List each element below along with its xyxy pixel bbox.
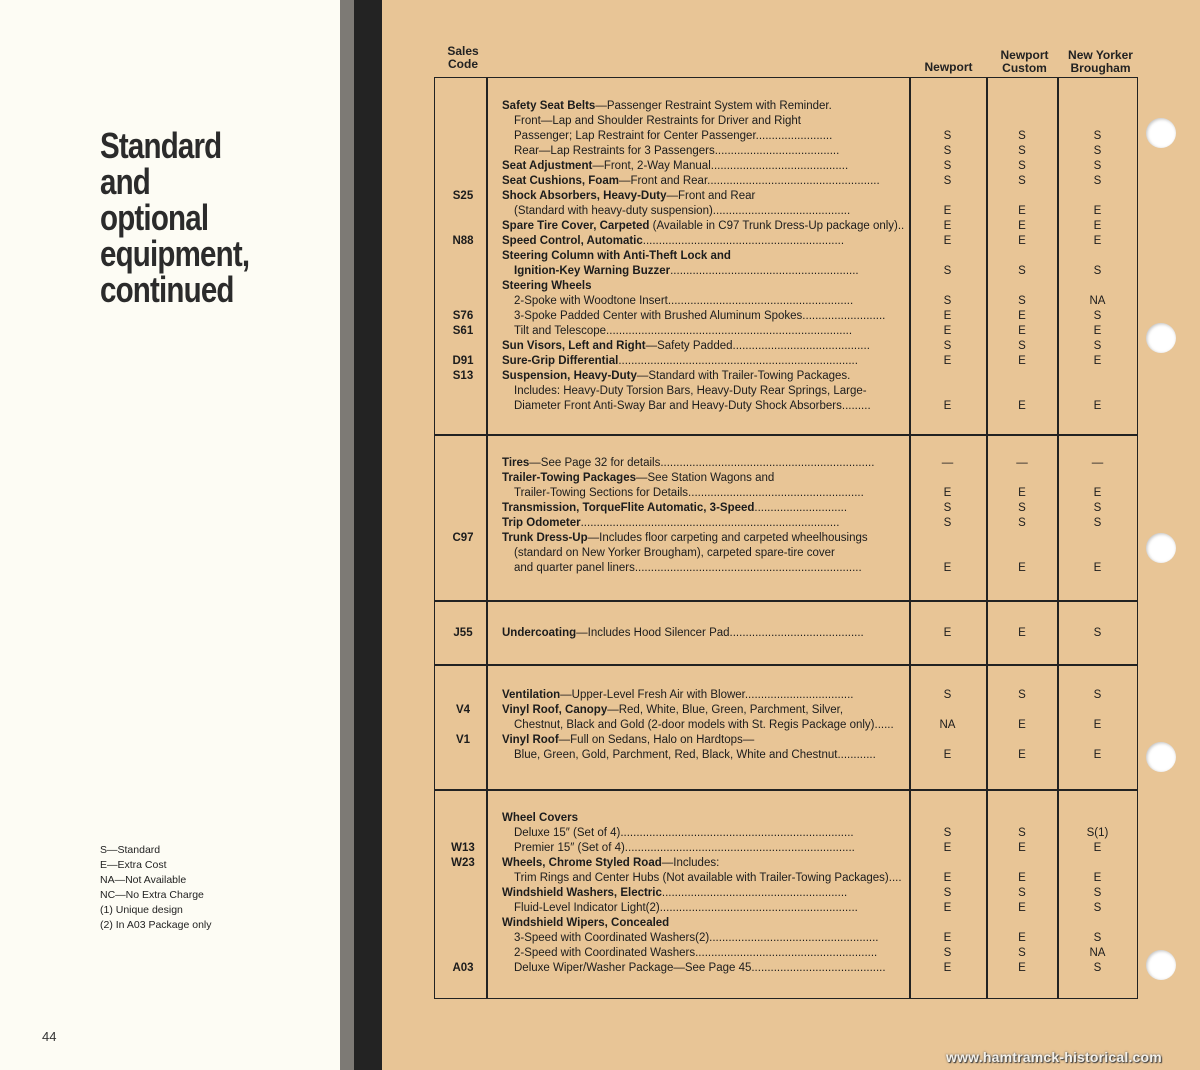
newport-custom-value: E [1018,962,1026,974]
section-divider [434,434,1137,436]
equipment-description [502,189,910,204]
table-row [434,234,1137,249]
newport-value: E [943,872,952,884]
equipment-detail: Trailer-Towing Sections for Details....................................................... [514,487,864,499]
legend-item: NA—Not Available [100,874,187,886]
new-yorker-brougham-value: S [1093,962,1102,974]
legend-item: (1) Unique design [100,904,183,916]
equipment-description [502,324,922,339]
newport-custom-value: E [1018,220,1026,232]
newport-value: S [943,947,952,959]
sales-code-cell: S13 [452,370,474,382]
title-line: Standard [100,125,222,166]
equipment-description [502,626,910,641]
newport-value: — [941,457,954,469]
new-yorker-brougham-value: S [1093,175,1102,187]
newport-custom-value: S [1018,160,1026,172]
newport-custom-value: S [1018,502,1026,514]
equipment-description [502,501,910,516]
title-line: optional [100,197,209,238]
equipment-detail: and quarter panel liners....................................................................... [514,562,862,574]
new-yorker-brougham-value: S [1093,145,1102,157]
equipment-description [502,159,910,174]
table-row [434,871,1137,886]
equipment-name: Windshield Wipers, Concealed [502,917,670,929]
newport-custom-value: S [1018,175,1026,187]
header-new-yorker-brougham: New Yorker Brougham [1068,48,1133,75]
equipment-detail: Chestnut, Black and Gold (2-door models with St. Regis Package only)...... [514,719,894,731]
new-yorker-brougham-value: S [1093,310,1102,322]
sales-code-cell: W13 [451,842,475,854]
new-yorker-brougham-value: E [1093,205,1102,217]
equipment-name: Wheels, Chrome Styled Road [502,857,662,869]
newport-custom-value: E [1018,842,1026,854]
newport-value: E [943,325,952,337]
equipment-name: Trailer-Towing Packages [502,472,637,484]
equipment-detail: ........................................................... [670,265,859,277]
newport-value: S [943,887,952,899]
newport-value: E [943,310,952,322]
newport-custom-value: E [1018,902,1026,914]
newport-value: E [943,400,952,412]
header-newport-custom: Newport Custom [1000,48,1049,75]
equipment-detail: —Passenger Restraint System with Reminder. [595,100,832,112]
newport-value: E [943,487,952,499]
equipment-description [502,886,910,901]
header-newport: Newport [924,60,973,74]
equipment-detail: Deluxe Wiper/Washer Package—See Page 45.......................................... [514,962,886,974]
new-yorker-brougham-value: NA [1089,295,1106,307]
table-row [434,264,1137,279]
newport-value: E [943,562,952,574]
new-yorker-brougham-value: E [1093,842,1102,854]
page-number: 44 [42,1029,57,1044]
equipment-description [502,114,922,129]
newport-value: S [943,340,952,352]
newport-value: E [943,749,952,761]
equipment-description [502,931,922,946]
equipment-name: Trip Odometer [502,517,581,529]
table-row [434,733,1137,748]
new-yorker-brougham-value: S [1093,265,1102,277]
equipment-description [502,339,910,354]
table-row [434,399,1137,414]
page-title [100,125,250,310]
table-row [434,811,1137,826]
watermark: www.hamtramck-historical.com [946,1049,1162,1065]
new-yorker-brougham-value: S [1093,627,1102,639]
equipment-description [502,856,910,871]
equipment-description [502,99,910,114]
equipment-name: Ventilation [502,689,561,701]
sales-code-cell: S25 [452,190,474,202]
left-page [0,0,340,1070]
newport-custom-value: E [1018,872,1026,884]
table-row [434,174,1137,189]
sales-code-cell: S61 [452,325,474,337]
table-row [434,486,1137,501]
newport-value: S [943,175,952,187]
equipment-description [502,733,910,748]
table-row [434,369,1137,384]
equipment-detail: Front—Lap and Shoulder Restraints for Driver and Right [514,115,802,127]
sales-code-cell: W23 [451,857,475,869]
equipment-description [502,546,922,561]
equipment-name: Suspension, Heavy-Duty [502,370,637,382]
newport-value: E [943,842,952,854]
table-row [434,339,1137,354]
equipment-description [502,369,910,384]
equipment-description [502,219,910,234]
section-divider [434,600,1137,602]
newport-custom-value: E [1018,205,1026,217]
equipment-description [502,456,910,471]
newport-custom-value: E [1018,400,1026,412]
table-row [434,916,1137,931]
newport-value: S [943,295,952,307]
table-row [434,703,1137,718]
newport-value: S [943,160,952,172]
equipment-detail: —Includes floor carpeting and carpeted wheelhousings [587,532,868,544]
table-row [434,748,1137,763]
equipment-description [502,234,910,249]
equipment-description [502,174,910,189]
equipment-description [502,249,910,264]
equipment-name: Sun Visors, Left and Right [502,340,646,352]
newport-value: S [943,145,952,157]
new-yorker-brougham-value: E [1093,872,1102,884]
table-row [434,961,1137,976]
title-line: equipment, [100,233,250,274]
newport-custom-value: E [1018,932,1026,944]
new-yorker-brougham-value: E [1093,562,1102,574]
newport-value: E [943,220,952,232]
equipment-detail: Fluid-Level Indicator Light(2).............................................................. [514,902,858,914]
new-yorker-brougham-value: E [1093,400,1102,412]
newport-custom-value: E [1018,749,1026,761]
equipment-detail: (standard on New Yorker Brougham), carpeted spare-tire cover [514,547,835,559]
equipment-detail: ............................. [754,502,848,514]
equipment-description [502,531,910,546]
table-row [434,294,1137,309]
newport-custom-value: S [1018,340,1026,352]
sales-code-cell: N88 [452,235,474,247]
equipment-name: Vinyl Roof, Canopy [502,704,608,716]
binder-hole [1146,742,1176,772]
newport-value: NA [939,719,956,731]
equipment-description [502,718,922,733]
new-yorker-brougham-value: S [1093,340,1102,352]
table-row [434,718,1137,733]
table-row [434,931,1137,946]
equipment-detail: —Front, 2-Way Manual........................................... [592,160,849,172]
table-row [434,309,1137,324]
equipment-description [502,826,922,841]
legend-item: S—Standard [100,844,161,856]
table-row [434,688,1137,703]
equipment-description [502,354,910,369]
newport-value: S [943,517,952,529]
equipment-detail: Premier 15″ (Set of 4)........................................................................ [514,842,855,854]
new-yorker-brougham-value: E [1093,719,1102,731]
table-row [434,99,1137,114]
newport-custom-value: S [1018,887,1026,899]
equipment-description [502,144,922,159]
new-yorker-brougham-value: S [1093,932,1102,944]
sales-code-cell: S76 [452,310,474,322]
sales-code-cell: D91 [452,355,474,367]
equipment-detail: 2-Speed with Coordinated Washers......................................................... [514,947,878,959]
new-yorker-brougham-value: — [1091,457,1104,469]
equipment-description [502,841,922,856]
new-yorker-brougham-value: NA [1089,947,1106,959]
binder-hole [1146,533,1176,563]
newport-custom-value: E [1018,487,1026,499]
table-row [434,354,1137,369]
new-yorker-brougham-value: S [1093,502,1102,514]
equipment-detail: ............................................................... [642,235,845,247]
sales-code-cell: C97 [452,532,474,544]
newport-custom-value: E [1018,355,1026,367]
newport-custom-value: E [1018,235,1026,247]
new-yorker-brougham-value: S(1) [1086,827,1109,839]
table-row [434,204,1137,219]
new-yorker-brougham-value: S [1093,887,1102,899]
newport-value: E [943,932,952,944]
equipment-detail: 2-Spoke with Woodtone Insert.......................................................... [514,295,854,307]
new-yorker-brougham-value: S [1093,689,1102,701]
newport-custom-value: E [1018,562,1026,574]
equipment-detail: —Full on Sedans, Halo on Hardtops— [558,734,755,746]
table-row [434,546,1137,561]
equipment-name: Sure-Grip Differential [502,355,619,367]
sales-code-cell: V1 [455,734,471,746]
table-row [434,144,1137,159]
binder-hole [1146,950,1176,980]
newport-custom-value: S [1018,295,1026,307]
newport-custom-value: E [1018,325,1026,337]
newport-custom-value: S [1018,265,1026,277]
section-divider [434,664,1137,666]
title-line: and [100,161,151,202]
binder-spine [354,0,382,1070]
table-row [434,324,1137,339]
equipment-description [502,703,910,718]
equipment-description [502,471,910,486]
equipment-description [502,309,922,324]
equipment-detail: ................................................................................. [580,517,840,529]
legend [100,843,212,933]
new-yorker-brougham-value: S [1093,160,1102,172]
equipment-detail: Rear—Lap Restraints for 3 Passengers....................................... [514,145,840,157]
newport-value: S [943,130,952,142]
equipment-detail: Diameter Front Anti-Sway Bar and Heavy-Duty Shock Absorbers......... [514,400,871,412]
table-row [434,561,1137,576]
equipment-name: Seat Cushions, Foam [502,175,619,187]
newport-custom-value: S [1018,689,1026,701]
equipment-description [502,384,922,399]
equipment-name: Steering Column with Anti-Theft Lock and [502,250,731,262]
equipment-detail: —Front and Rear [666,190,756,202]
equipment-detail: —Front and Rear...................................................... [618,175,880,187]
equipment-detail: Tilt and Telescope............................................................................. [514,325,853,337]
equipment-description [502,486,922,501]
table-row [434,129,1137,144]
newport-value: S [943,265,952,277]
equipment-name: Transmission, TorqueFlite Automatic, 3-Speed [502,502,755,514]
table-row [434,626,1137,641]
equipment-detail: —Red, White, Blue, Green, Parchment, Silver, [607,704,844,716]
equipment-description [502,279,910,294]
table-row [434,841,1137,856]
equipment-detail: ........................................................................... [618,355,858,367]
table-row [434,531,1137,546]
new-yorker-brougham-value: E [1093,749,1102,761]
newport-custom-value: S [1018,145,1026,157]
equipment-detail: —Includes: [661,857,720,869]
new-yorker-brougham-value: E [1093,220,1102,232]
table-row [434,471,1137,486]
section-divider [434,789,1137,791]
newport-custom-value: S [1018,517,1026,529]
equipment-description [502,264,922,279]
equipment-description [502,561,922,576]
table-row [434,456,1137,471]
equipment-name: Wheel Covers [502,812,579,824]
equipment-name: Ignition-Key Warning Buzzer [514,265,671,277]
equipment-name: Seat Adjustment [502,160,593,172]
header-sales-code: Sales Code [447,44,479,71]
table-row [434,901,1137,916]
equipment-detail: (Available in C97 Trunk Dress-Up package only).. [649,220,905,232]
equipment-description [502,748,922,763]
table-row [434,159,1137,174]
table-row [434,826,1137,841]
table-row [434,189,1137,204]
equipment-description [502,946,922,961]
sales-code-cell: A03 [452,962,474,974]
new-yorker-brougham-value: E [1093,325,1102,337]
legend-item: E—Extra Cost [100,859,167,871]
equipment-name: Steering Wheels [502,280,592,292]
newport-value: S [943,827,952,839]
table-row [434,279,1137,294]
newport-value: E [943,962,952,974]
equipment-detail: —Upper-Level Fresh Air with Blower.................................. [560,689,854,701]
equipment-detail: Passenger; Lap Restraint for Center Passenger........................ [514,130,833,142]
table-row [434,516,1137,531]
equipment-description [502,516,910,531]
sales-code-cell: V4 [455,704,471,716]
new-yorker-brougham-value: E [1093,235,1102,247]
equipment-detail: —See Page 32 for details................................................................... [529,457,875,469]
equipment-detail: —Standard with Trailer-Towing Packages. [636,370,851,382]
table-row [434,219,1137,234]
sales-code-cell: J55 [453,627,473,639]
newport-value: E [943,627,952,639]
equipment-description [502,204,922,219]
newport-custom-value: — [1016,457,1028,469]
table-row [434,249,1137,264]
newport-value: E [943,355,952,367]
equipment-name: Vinyl Roof [502,734,559,746]
new-yorker-brougham-value: S [1093,130,1102,142]
newport-custom-value: S [1018,947,1026,959]
binder-hole [1146,323,1176,353]
equipment-name: Shock Absorbers, Heavy-Duty [502,190,667,202]
table-row [434,114,1137,129]
newport-value: E [943,235,952,247]
equipment-description [502,399,922,414]
new-yorker-brougham-value: E [1093,355,1102,367]
equipment-description [502,294,922,309]
table-row [434,856,1137,871]
equipment-name: Trunk Dress-Up [502,532,588,544]
equipment-description [502,811,910,826]
newport-custom-value: E [1018,310,1026,322]
new-yorker-brougham-value: S [1093,517,1102,529]
equipment-detail: 3-Spoke Padded Center with Brushed Aluminum Spokes.......................... [514,310,886,322]
equipment-description [502,901,922,916]
equipment-description [502,961,922,976]
equipment-name: Safety Seat Belts [502,100,596,112]
newport-custom-value: E [1018,627,1026,639]
equipment-name: Windshield Washers, Electric [502,887,662,899]
equipment-detail: (Standard with heavy-duty suspension)........................................... [514,205,851,217]
equipment-name: Tires [502,457,530,469]
newport-custom-value: S [1018,130,1026,142]
table-row [434,886,1137,901]
new-yorker-brougham-value: E [1093,487,1102,499]
equipment-description [502,129,922,144]
equipment-description [502,871,922,886]
newport-value: E [943,205,952,217]
newport-value: E [943,902,952,914]
table-row [434,384,1137,399]
equipment-detail: —See Station Wagons and [636,472,775,484]
new-yorker-brougham-value: S [1093,902,1102,914]
binder-hole [1146,118,1176,148]
legend-item: NC—No Extra Charge [100,889,204,901]
title-line: continued [100,269,234,310]
equipment-description [502,688,910,703]
equipment-detail: Deluxe 15″ (Set of 4)......................................................................... [514,827,854,839]
equipment-detail: —Includes Hood Silencer Pad.......................................... [576,627,864,639]
newport-value: S [943,689,952,701]
spine-shadow [340,0,354,1070]
equipment-detail: 3-Speed with Coordinated Washers(2)..................................................... [514,932,879,944]
newport-custom-value: S [1018,827,1026,839]
legend-item: (2) In A03 Package only [100,919,212,931]
table-row [434,501,1137,516]
equipment-detail: —Safety Padded........................................... [645,340,870,352]
table-row [434,946,1137,961]
equipment-description [502,916,910,931]
newport-value: S [943,502,952,514]
equipment-name: Undercoating [502,627,577,639]
equipment-detail: Includes: Heavy-Duty Torsion Bars, Heavy-Duty Rear Springs, Large- [514,385,867,397]
equipment-name: Spare Tire Cover, Carpeted [502,220,650,232]
equipment-detail: Trim Rings and Center Hubs (Not available with Trailer-Towing Packages).... [514,872,902,884]
equipment-detail: .......................................................... [661,887,848,899]
equipment-name: Speed Control, Automatic [502,235,643,247]
equipment-detail: Blue, Green, Gold, Parchment, Red, Black, White and Chestnut............ [514,749,876,761]
newport-custom-value: E [1018,719,1026,731]
